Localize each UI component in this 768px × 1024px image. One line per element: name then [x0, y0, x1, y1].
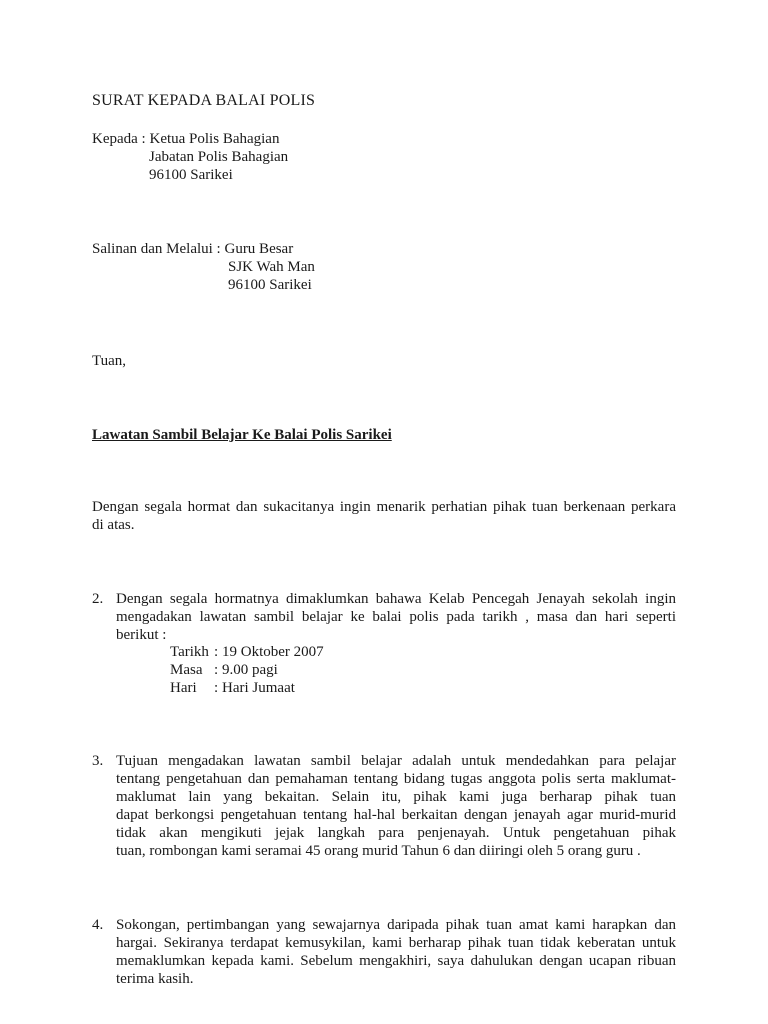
recipient-label: Kepada :	[92, 131, 150, 147]
paragraph-line: di atas.	[92, 517, 135, 533]
copy-to-block	[92, 240, 692, 294]
paragraph-line: hargai. Sekiranya terdapat kemusykilan, kami berharap pihak tuan tidak keberatan untuk	[116, 935, 676, 951]
paragraph-line: Dengan segala hormatnya dimaklumkan bahawa Kelab Pencegah Jenayah sekolah ingin	[116, 591, 676, 607]
recipient-block	[92, 130, 692, 184]
paragraph-line: berikut :	[116, 627, 167, 643]
paragraph-line: Dengan segala hormat dan sukacitanya ingin menarik perhatian pihak tuan berkenaan perkara	[92, 499, 676, 515]
paragraph-4	[92, 916, 676, 988]
paragraph-line: tentang pengetahuan dan pemahaman tentang bidang tugas anggota polis serta maklumat-	[116, 771, 676, 787]
detail-key: Hari	[170, 680, 197, 696]
detail-row	[170, 661, 324, 679]
salutation: Tuan,	[92, 353, 127, 369]
detail-row	[170, 679, 324, 697]
visit-details	[170, 643, 324, 697]
paragraph-number: 2.	[92, 591, 104, 607]
recipient-line: 96100 Sarikei	[149, 167, 233, 183]
paragraph-number: 4.	[92, 917, 104, 933]
paragraph-number: 3.	[92, 753, 104, 769]
copy-to-line: Guru Besar	[224, 241, 294, 257]
paragraph-line: maklumat lain yang bekaitan. Selain itu, pihak kami juga berharap pihak tuan	[116, 789, 676, 805]
detail-key: Masa	[170, 662, 203, 678]
paragraph-line: terima kasih.	[116, 971, 194, 987]
detail-row	[170, 643, 324, 661]
detail-value: 9.00 pagi	[222, 662, 278, 678]
detail-value: Hari Jumaat	[222, 680, 295, 696]
copy-to-line: SJK Wah Man	[228, 259, 315, 275]
copy-to-label: Salinan dan Melalui :	[92, 241, 225, 257]
paragraph-line: Tujuan mengadakan lawatan sambil belajar adalah untuk mendedahkan para pelajar	[116, 753, 676, 769]
paragraph-line: mengadakan lawatan sambil belajar ke balai polis pada tarikh , masa dan hari seperti	[116, 609, 676, 625]
detail-colon: :	[214, 680, 219, 696]
copy-to-line: 96100 Sarikei	[228, 277, 312, 293]
subject-heading: Lawatan Sambil Belajar Ke Balai Polis Sarikei	[92, 427, 392, 443]
intro-paragraph	[92, 498, 676, 534]
paragraph-3	[92, 752, 676, 860]
paragraph-line: dapat berkongsi pengetahuan tentang hal-hal berkaitan dengan jenayah agar murid-murid	[116, 807, 676, 823]
paragraph-line: memaklumkan kepada kami. Sebelum mengakhiri, saya dahulukan dengan ucapan ribuan	[116, 953, 676, 969]
recipient-line: Ketua Polis Bahagian	[149, 131, 280, 147]
paragraph-2	[92, 590, 676, 644]
recipient-line: Jabatan Polis Bahagian	[149, 149, 289, 165]
letter-title: SURAT KEPADA BALAI POLIS	[92, 92, 316, 109]
detail-key: Tarikh	[170, 644, 209, 660]
paragraph-line: Sokongan, pertimbangan yang sewajarnya daripada pihak tuan amat kami harapkan dan	[116, 917, 676, 933]
detail-colon: :	[214, 662, 219, 678]
detail-value: 19 Oktober 2007	[222, 644, 324, 660]
paragraph-line: tuan, rombongan kami seramai 45 orang murid Tahun 6 dan diiringi oleh 5 orang guru .	[116, 843, 641, 859]
paragraph-line: tidak akan mengikuti jejak langkah para penjenayah. Untuk pengetahuan pihak	[116, 825, 676, 841]
detail-colon: :	[214, 644, 219, 660]
